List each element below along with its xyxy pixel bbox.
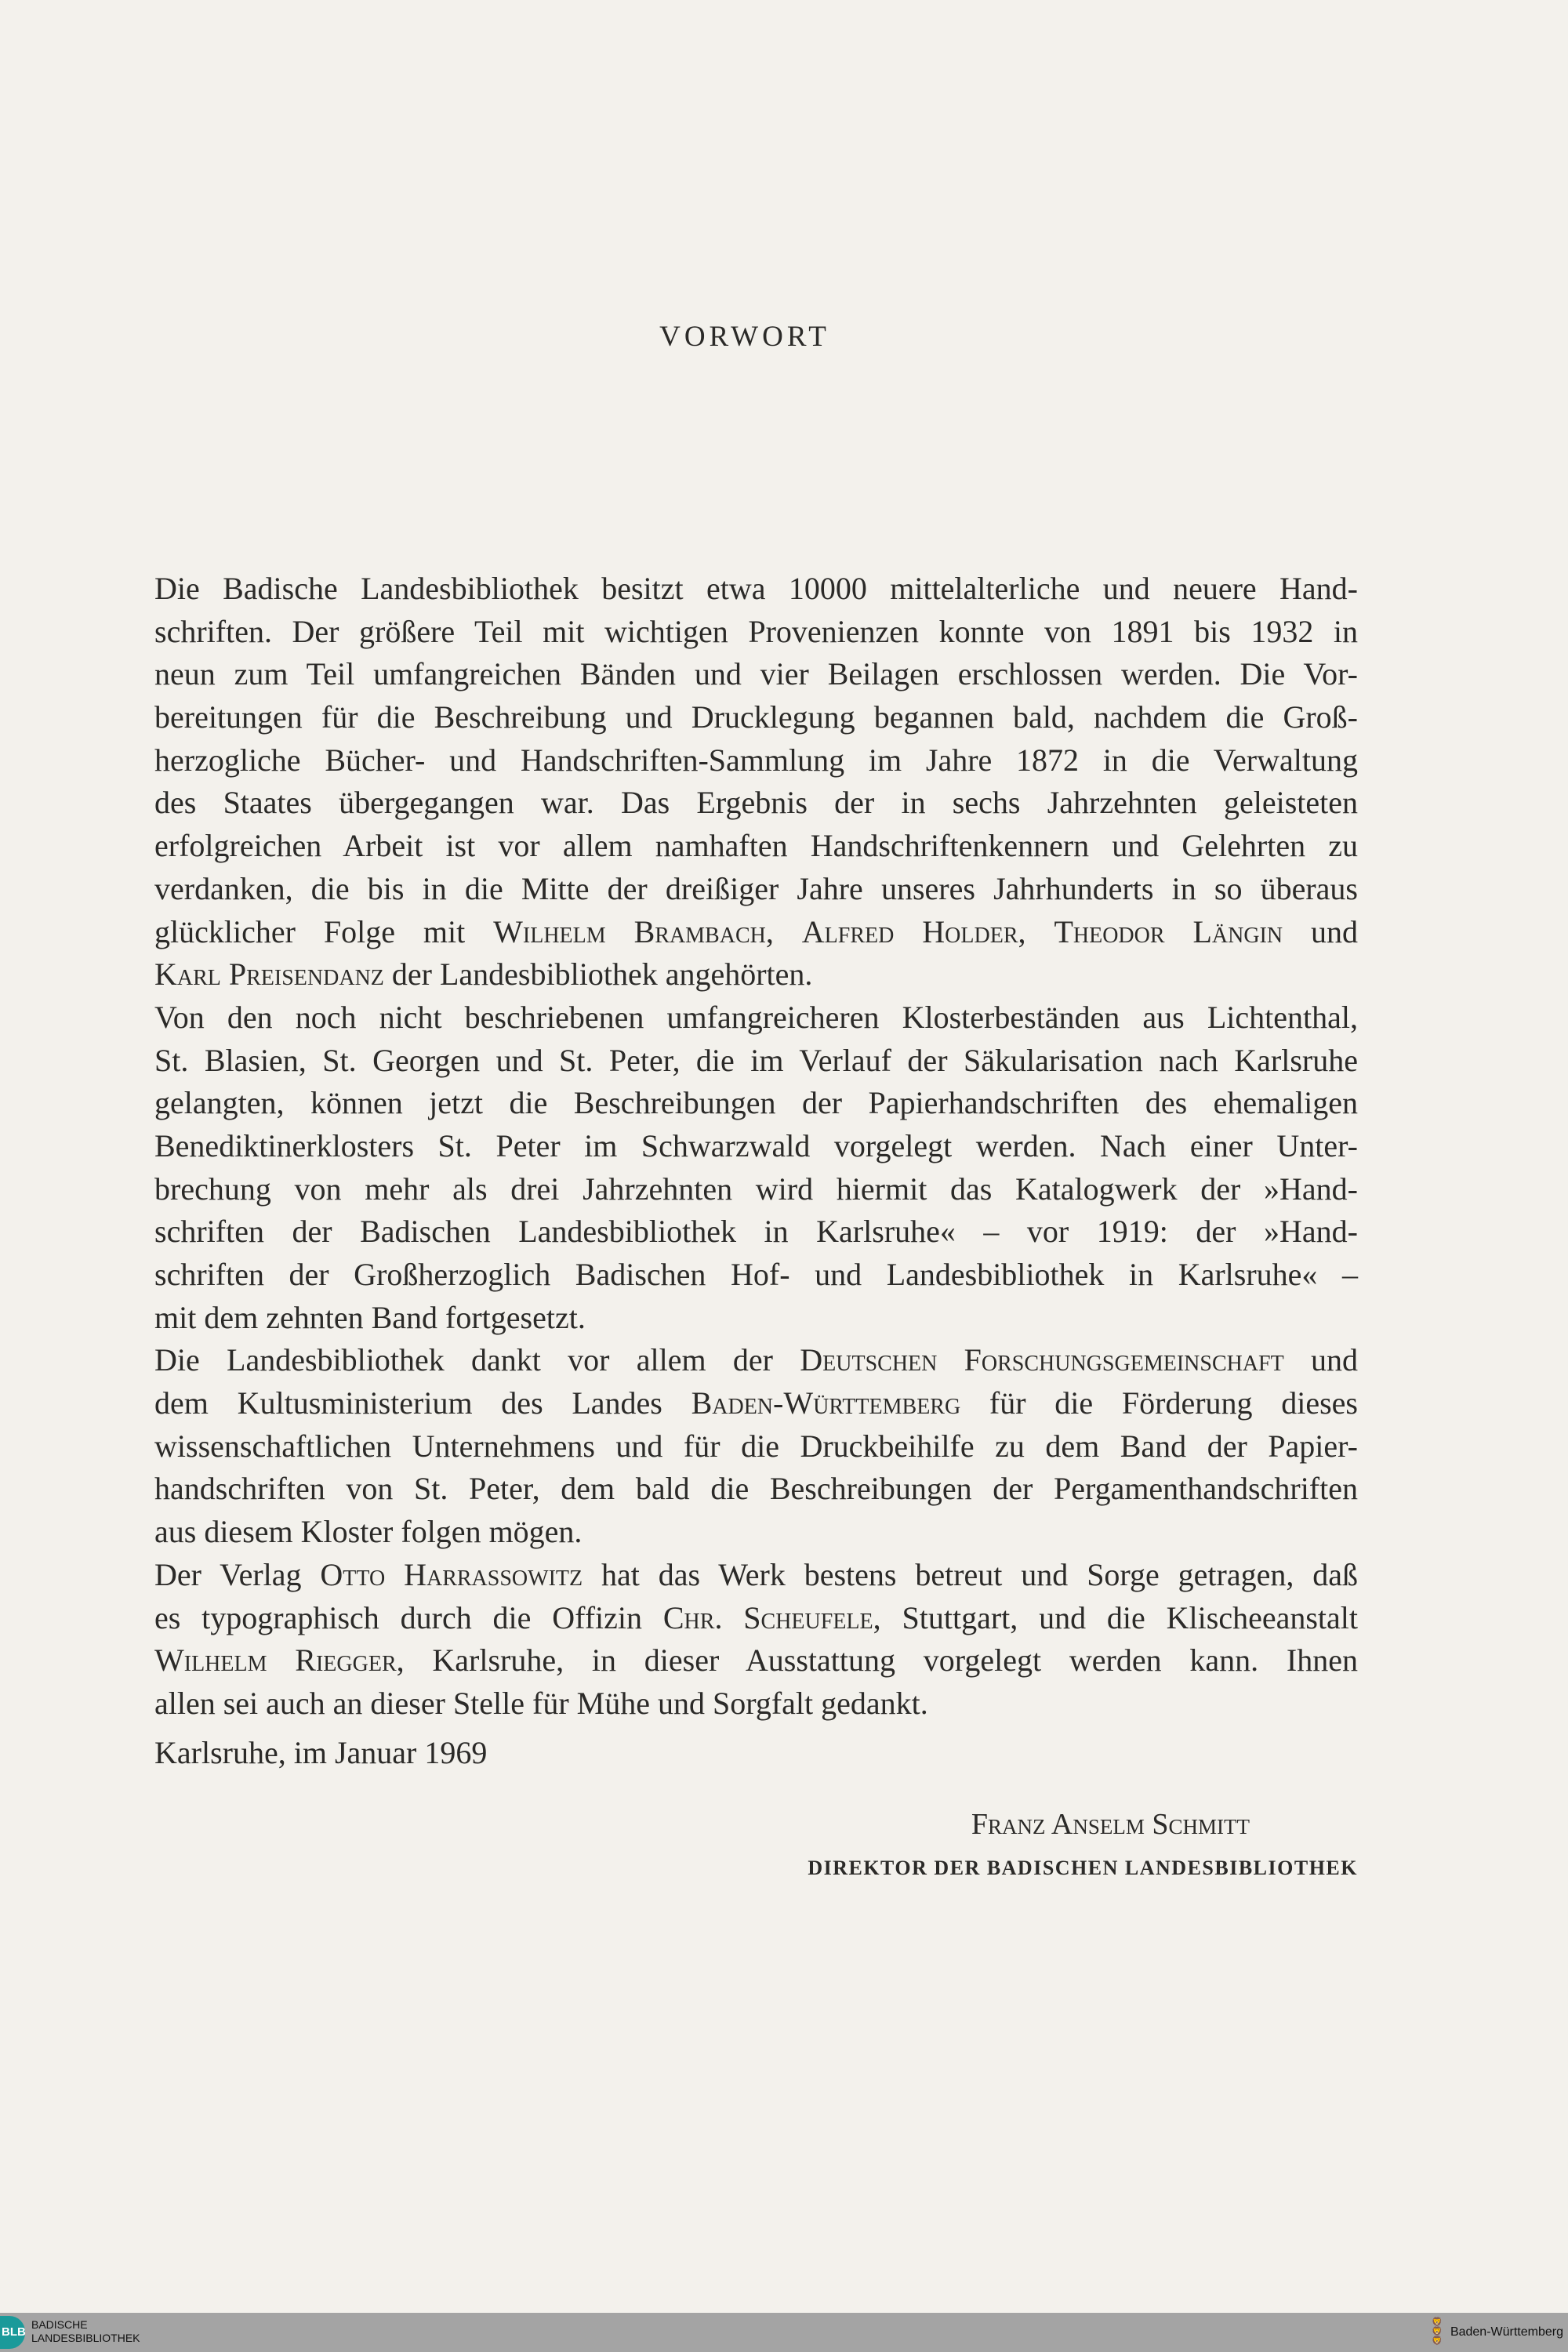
text-segment: erfolgreichen Arbeit ist vor allem namhaften Handschriftenkennern und Gelehrten zu bbox=[154, 828, 1358, 864]
page-title: VORWORT bbox=[659, 321, 830, 353]
text-segment: gelangten, können jetzt die Beschreibungen der Papierhandschriften des ehemaligen bbox=[154, 1085, 1358, 1121]
text-segment: brechung von mehr als drei Jahrzehnten wird hiermit das Katalogwerk der »Hand- bbox=[154, 1171, 1358, 1207]
text-line bbox=[154, 1339, 1358, 1382]
viewer-footer bbox=[0, 2313, 1568, 2352]
text-line bbox=[154, 1040, 1358, 1083]
text-segment: der Landesbibliothek angehörten. bbox=[383, 956, 813, 993]
text-line bbox=[154, 1554, 1358, 1597]
text-segment: schriften der Badischen Landesbibliothek in Karlsruhe« – vor 1919: der »Hand- bbox=[154, 1214, 1358, 1250]
text-segment: hat das Werk bestens betreut und Sorge getragen, daß bbox=[583, 1556, 1358, 1592]
text-line bbox=[154, 1125, 1358, 1168]
name-small-caps: Baden-Württemberg bbox=[691, 1385, 961, 1421]
text-segment: aus diesem Kloster folgen mögen. bbox=[154, 1514, 583, 1550]
signature-role: DIREKTOR DER BADISCHEN LANDESBIBLIOTHEK bbox=[808, 1857, 1358, 1879]
text-line bbox=[154, 653, 1358, 696]
text-segment: herzogliche Bücher- und Handschriften-Sammlung im Jahre 1872 in die Verwaltung bbox=[154, 742, 1358, 778]
text-line bbox=[154, 739, 1358, 782]
text-line bbox=[154, 1254, 1358, 1297]
name-small-caps: Wilhelm Brambach bbox=[493, 913, 766, 949]
text-segment: Von den noch nicht beschriebenen umfangreicheren Klosterbeständen aus Lichtenthal, bbox=[154, 999, 1358, 1035]
text-segment: dem Kultusministerium des Landes bbox=[154, 1385, 691, 1421]
text-segment: Benediktinerklosters St. Peter im Schwarzwald vorgelegt werden. Nach einer Unter- bbox=[154, 1127, 1358, 1163]
text-line bbox=[154, 568, 1358, 611]
text-line bbox=[154, 611, 1358, 654]
library-name-line1: BADISCHE bbox=[31, 2318, 88, 2331]
text-segment: , bbox=[1018, 913, 1054, 949]
text-line bbox=[154, 1639, 1358, 1682]
text-segment: verdanken, die bis in die Mitte der dreißiger Jahre unseres Jahrhunderts in so überaus bbox=[154, 870, 1358, 906]
blb-logo-icon[interactable]: BLB bbox=[0, 2316, 25, 2349]
baden-wuerttemberg-logo[interactable] bbox=[1428, 2318, 1563, 2347]
text-segment: des Staates übergegangen war. Das Ergebnis der in sechs Jahrzehnten geleisteten bbox=[154, 785, 1358, 821]
date-line: Karlsruhe, im Januar 1969 bbox=[154, 1735, 488, 1770]
text-line bbox=[154, 1511, 1358, 1554]
text-segment: allen sei auch an dieser Stelle für Mühe und Sorgfalt gedankt. bbox=[154, 1685, 928, 1721]
name-small-caps: Alfred Holder bbox=[801, 913, 1018, 949]
text-segment: Die Badische Landesbibliothek besitzt etwa 10000 mittelalterliche und neuere Hand- bbox=[154, 571, 1358, 606]
text-segment: schriften der Großherzoglich Badischen Hof- und Landesbibliothek in Karlsruhe« – bbox=[154, 1257, 1358, 1292]
text-segment: wissenschaftlichen Unternehmens und für die Druckbeihilfe zu dem Band der Papier- bbox=[154, 1428, 1358, 1464]
text-segment: Die Landesbibliothek dankt vor allem der bbox=[154, 1342, 800, 1378]
text-segment: bereitungen für die Beschreibung und Drucklegung begannen bald, nachdem die Groß- bbox=[154, 699, 1358, 735]
text-line bbox=[154, 1382, 1358, 1425]
name-small-caps: Karl Preisendanz bbox=[154, 956, 384, 993]
text-line bbox=[154, 1468, 1358, 1511]
text-segment: Der Verlag bbox=[154, 1556, 321, 1592]
text-line bbox=[154, 1682, 1358, 1726]
text-line bbox=[154, 1297, 1358, 1340]
text-line bbox=[154, 696, 1358, 739]
state-name: Baden-Württemberg bbox=[1450, 2325, 1563, 2339]
library-name-line2: LANDESBIBLIOTHEK bbox=[31, 2332, 140, 2344]
text-line bbox=[154, 1082, 1358, 1125]
text-line bbox=[154, 1425, 1358, 1468]
text-segment: und bbox=[1283, 1342, 1359, 1378]
text-segment: , bbox=[765, 913, 802, 949]
text-line bbox=[154, 911, 1358, 954]
lions-crest-icon: 🦁 🦁 🦁 bbox=[1432, 2318, 1443, 2346]
text-segment: schriften. Der größere Teil mit wichtigen Provenienzen konnte von 1891 bis 1932 in bbox=[154, 613, 1358, 649]
name-small-caps: Otto Harrassowitz bbox=[320, 1556, 583, 1592]
text-segment: neun zum Teil umfangreichen Bänden und vier Beilagen erschlossen werden. Die Vor- bbox=[154, 656, 1358, 692]
name-small-caps: Chr. Scheufele bbox=[662, 1599, 873, 1635]
text-line bbox=[154, 825, 1358, 868]
name-small-caps: Theodor Längin bbox=[1054, 913, 1283, 949]
text-segment: es typographisch durch die Offizin bbox=[154, 1599, 663, 1635]
signature-name: Franz Anselm Schmitt bbox=[971, 1808, 1250, 1841]
text-segment: glücklicher Folge mit bbox=[154, 913, 494, 949]
library-name[interactable] bbox=[31, 2318, 140, 2345]
text-segment: , Stuttgart, und die Klischeeanstalt bbox=[873, 1599, 1358, 1635]
text-line bbox=[154, 996, 1358, 1040]
text-line bbox=[154, 1597, 1358, 1640]
text-line bbox=[154, 782, 1358, 825]
text-segment: mit dem zehnten Band fortgesetzt. bbox=[154, 1299, 586, 1335]
text-line bbox=[154, 1210, 1358, 1254]
text-segment: und bbox=[1283, 913, 1359, 949]
text-line bbox=[154, 953, 1358, 996]
preface-text bbox=[154, 568, 1358, 1726]
name-small-caps: Wilhelm Riegger bbox=[154, 1642, 397, 1679]
text-segment: St. Blasien, St. Georgen und St. Peter, die im Verlauf der Säkularisation nach Karlsruhe bbox=[154, 1042, 1358, 1078]
text-segment: für die Förderung dieses bbox=[960, 1385, 1358, 1421]
text-line bbox=[154, 1168, 1358, 1211]
name-small-caps: Deutschen Forschungsgemeinschaft bbox=[800, 1342, 1284, 1378]
text-line bbox=[154, 868, 1358, 911]
text-segment: handschriften von St. Peter, dem bald die Beschreibungen der Pergamenthandschriften bbox=[154, 1471, 1358, 1507]
text-segment: , Karlsruhe, in dieser Ausstattung vorgelegt werden kann. Ihnen bbox=[396, 1642, 1358, 1679]
